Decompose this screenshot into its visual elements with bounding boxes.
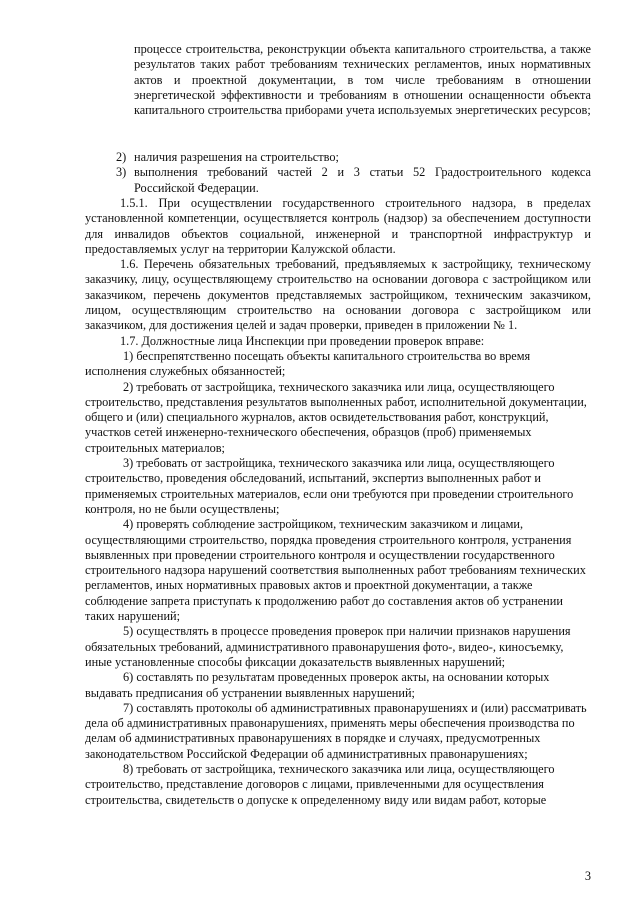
right-item-2: 2) требовать от застройщика, технического заказчика или лица, осуществляющего строительство, представления результатов выполненных работ, исполнительной документации, общего и (или) специального журналов, актов освидетельствования работ, конструкций, участков сетей инженерно-технического обеспечения, образцов (проб) применяемых строительных материалов; [85,379,587,455]
right-item-1: 1) беспрепятственно посещать объекты капитального строительства во время исполнения служебных обязанностей; [85,348,531,379]
paragraph-1-7: 1.7. Должностные лица Инспекции при проведении проверок вправе: [120,333,485,348]
right-item-4: 4) проверять соблюдение застройщиком, техническим заказчиком и лицами, осуществляющими строительство, порядка проведения строительного контроля, устранения выявленных при проведении строительного контроля и осуществлении государственного строительного надзора нарушений соответствия выполненных работ требованиям технических регламентов, иных нормативных правовых актов и проектной документации, а также соблюдение запрета приступать к продолжению работ до составления актов об устранении таких нарушений; [85,517,586,624]
right-item-6: 6) составлять по результатам проведенных проверок акты, на основании которых выдавать предписания об устранении выявленных нарушений; [85,670,550,700]
right-item-5: 5) осуществлять в процессе проведения проверок при наличии признаков нарушения обязательных требований, административного правонарушения фото-, видео-, киносъемку, иные установленные способы фиксации доказательств выявленных нарушений; [85,624,571,669]
right-item-3: 3) требовать от застройщика, технического заказчика или лица, осуществляющего строительство, проведения обследований, испытаний, экспертиз выполненных работ и применяемых строительных материалов, если они требуются при проведении строительного контроля, но не были осуществлены; [85,456,574,516]
continuation-paragraph: процессе строительства, реконструкции объекта капитального строительства, а также результатов таких работ требованиям технических регламентов, иных нормативных актов и проектной документации, в том числе требованиям в отношении энергетической эффективности и требованиям в отношении оснащенности объекта капитального строительства приборами учета используемых энергетических ресурсов; [134,42,591,118]
list-item [116,165,591,196]
list-item [116,150,591,165]
list-item-number: 2) [116,150,127,164]
document-body [85,196,591,808]
list-item-text: выполнения требований частей 2 и 3 статьи 52 Градостроительного кодекса Российской Федерации. [134,165,591,195]
right-item-8: 8) требовать от застройщика, технического заказчика или лица, осуществляющего строительство, представление договоров с лицами, привлеченными для осуществления строительства, свидетельств о допуске к определенному виду или видам работ, которые [85,761,555,807]
right-item-7: 7) составлять протоколы об административных правонарушениях и (или) рассматривать дела об административных правонарушениях, применять меры обеспечения производства по делам об административных правонарушениях в порядке и случаях, предусмотренных законодательством Российской Федерации об административных правонарушениях; [85,700,587,761]
list-item-text: наличия разрешения на строительство; [134,150,339,164]
paragraph-1-6: 1.6. Перечень обязательных требований, предъявляемых к застройщику, техническому заказчику, лицу, осуществляющему строительство на основании договора с застройщиком или заказчиком, перечень документов представляемых застройщиком, техническим заказчиком, лицом, осуществляющим строительство на основании договора с застройщиком или заказчиком, для достижения целей и задач проверки, приведен в приложении № 1. [85,257,591,333]
paragraph-1-5-1: 1.5.1. При осуществлении государственного строительного надзора, в пределах установленной компетенции, осуществляется контроль (надзор) за обеспечением доступности для инвалидов объектов социальной, инженерной и транспортной инфраструктур и предоставляемых услуг на территории Калужской области. [85,196,591,256]
page-number: 3 [584,869,591,883]
list-item-number: 3) [116,165,127,180]
numbered-list [116,150,591,196]
